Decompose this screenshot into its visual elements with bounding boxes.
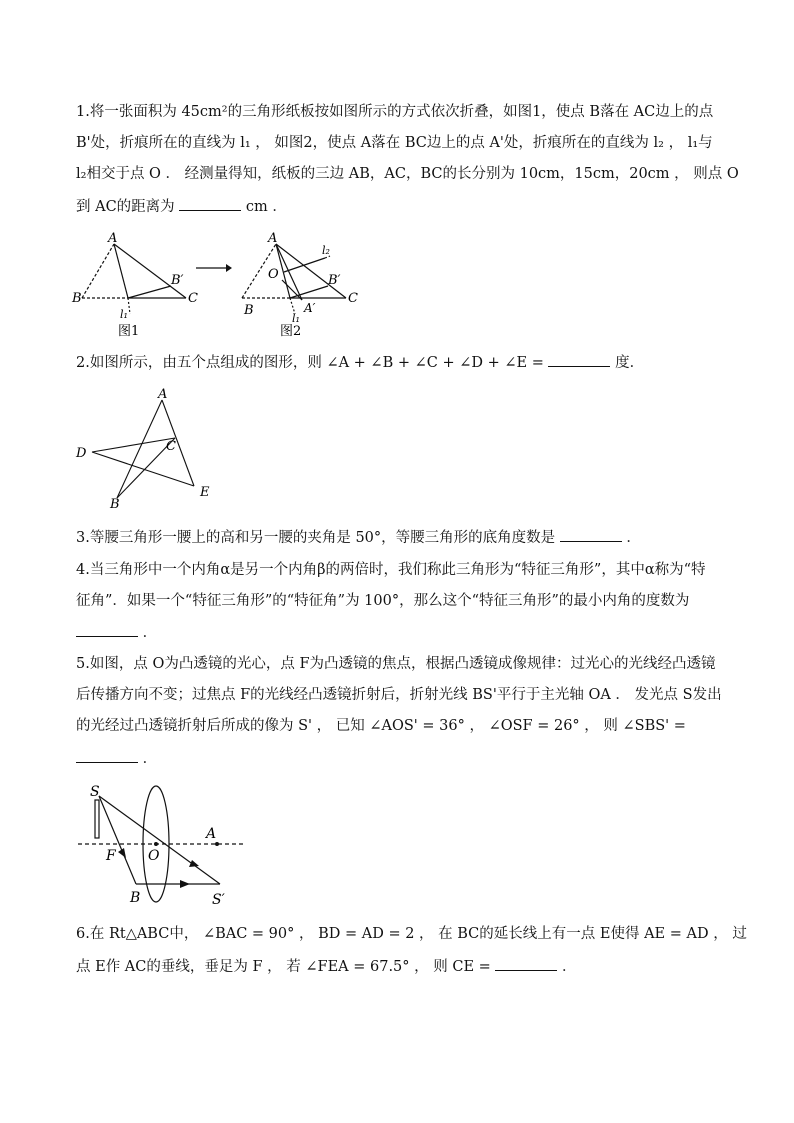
- q2-blank-suffix: 度．: [610, 355, 645, 371]
- fig1-label-Bprime: B′: [171, 273, 184, 288]
- fig1-label-A: A: [108, 231, 118, 246]
- fig2-label-A: A: [268, 231, 278, 246]
- q1-line-3: l₂相交于点 O ． 经测量得知，纸板的三边 AB，AC，BC的长分别为 10cm，15cm，20cm ， 则点 O: [76, 166, 739, 182]
- fig1-label-C: C: [188, 291, 198, 306]
- q2-line-1-text: 2.如图所示，由五个点组成的图形，则 ∠A + ∠B + ∠C + ∠D + ∠E =: [76, 355, 544, 371]
- lens-label-O: O: [148, 848, 160, 864]
- lens-label-B: B: [130, 890, 141, 906]
- lens-label-Sprime: S′: [212, 892, 225, 908]
- q6-line-1: 6.在 Rt△ABC中， ∠BAC = 90° ， BD = AD = 2 ， 在 BC的延长线上有一点 E使得 AE = AD ， 过: [76, 926, 747, 942]
- q3-line-1: [76, 527, 726, 548]
- q6-line-2: [76, 956, 726, 977]
- q5-line-3: 的光经过凸透镜折射后所成的像为 S' ， 已知 ∠AOS' = 36° ， ∠OSF = 26° ， 则 ∠SBS' =: [76, 718, 686, 734]
- q6-blank-suffix: ．: [557, 959, 577, 975]
- lens-label-F: F: [106, 848, 116, 864]
- star-lines: [92, 400, 194, 498]
- fig2-label-l2: l₂: [322, 244, 330, 257]
- star-label-B: B: [110, 497, 120, 510]
- q2-answer-blank[interactable]: [548, 352, 610, 367]
- q3-blank-suffix: ．: [621, 530, 641, 546]
- q1-folding-figures: [70, 228, 370, 340]
- q6-line-2-text: 点 E作 AC的垂线，垂足为 F ， 若 ∠FEA = 67.5° ， 则 CE =: [76, 959, 491, 975]
- q1-answer-blank[interactable]: [179, 196, 241, 211]
- ray2-arrow: [189, 860, 199, 867]
- q4-blank-suffix: ．: [138, 625, 158, 641]
- q5-blank-suffix: ．: [138, 751, 158, 767]
- fig2-label-Bprime: B′: [328, 273, 341, 288]
- q6-answer-blank[interactable]: [495, 956, 557, 971]
- fig2-label-B: B: [244, 303, 254, 318]
- q4-line-3: [76, 622, 726, 643]
- star-label-A: A: [158, 387, 168, 402]
- fig2-label-C: C: [348, 291, 358, 306]
- lens-diagram: [78, 786, 246, 902]
- q4-line-2: 征角”．如果一个“特征三角形”的“特征角”为 100°，那么这个“特征三角形”的最小内角的度数为: [76, 593, 690, 609]
- q2-star-figure: [72, 386, 222, 510]
- q1-blank-suffix: cm ．: [241, 199, 287, 215]
- q3-answer-blank[interactable]: [560, 527, 622, 542]
- q4-line-1: 4.当三角形中一个内角α是另一个内角β的两倍时，我们称此三角形为“特征三角形”，其中α称为“特: [76, 562, 706, 578]
- q1-line-1: 1.将一张面积为 45cm²的三角形纸板按如图所示的方式依次折叠，如图1，使点 B落在 AC边上的点: [76, 104, 714, 120]
- q1-line-2: B'处，折痕所在的直线为 l₁ ， 如图2，使点 A落在 BC边上的点 A'处，折痕所在的直线为 l₂ ， l₁与: [76, 135, 713, 151]
- q3-line-1-text: 3.等腰三角形一腰上的高和另一腰的夹角是 50°，等腰三角形的底角度数是: [76, 530, 556, 546]
- fig2-caption: 图2: [280, 324, 302, 339]
- q2-line-1: [76, 352, 726, 373]
- fold-arrow: [196, 264, 232, 272]
- fig1-label-B: B: [72, 291, 82, 306]
- ray3-arrow: [180, 880, 190, 888]
- fig2-label-O: O: [268, 267, 279, 282]
- fig1-label-l1: l₁: [120, 308, 128, 321]
- q5-line-1: 5.如图，点 O为凸透镜的光心，点 F为凸透镜的焦点，根据凸透镜成像规律：过光心的光线经凸透镜: [76, 656, 716, 672]
- point-A-dot: [215, 842, 219, 846]
- fig2-label-l1: l₁: [292, 312, 300, 325]
- q5-line-4: [76, 748, 726, 769]
- lens-label-A: A: [206, 826, 217, 842]
- q5-line-2: 后传播方向不变；过焦点 F的光线经凸透镜折射后，折射光线 BS'平行于主光轴 OA ． 发光点 S发出: [76, 687, 722, 703]
- fig1-caption: 图1: [118, 324, 140, 339]
- optical-center-dot: [154, 842, 158, 846]
- q1-line-4: [76, 196, 726, 217]
- lens-label-S: S: [90, 784, 100, 800]
- fig2-label-Aprime: A′: [304, 301, 316, 315]
- q1-line-4-text: 到 AC的距离为: [76, 199, 175, 215]
- star-label-D: D: [76, 446, 87, 461]
- ray1-arrow: [118, 848, 126, 858]
- object-bar: [95, 800, 99, 838]
- star-label-E: E: [200, 485, 210, 500]
- star-label-C: C: [166, 439, 176, 454]
- q4-answer-blank[interactable]: [76, 622, 138, 637]
- q5-lens-figure: [74, 780, 250, 908]
- q5-answer-blank[interactable]: [76, 748, 138, 763]
